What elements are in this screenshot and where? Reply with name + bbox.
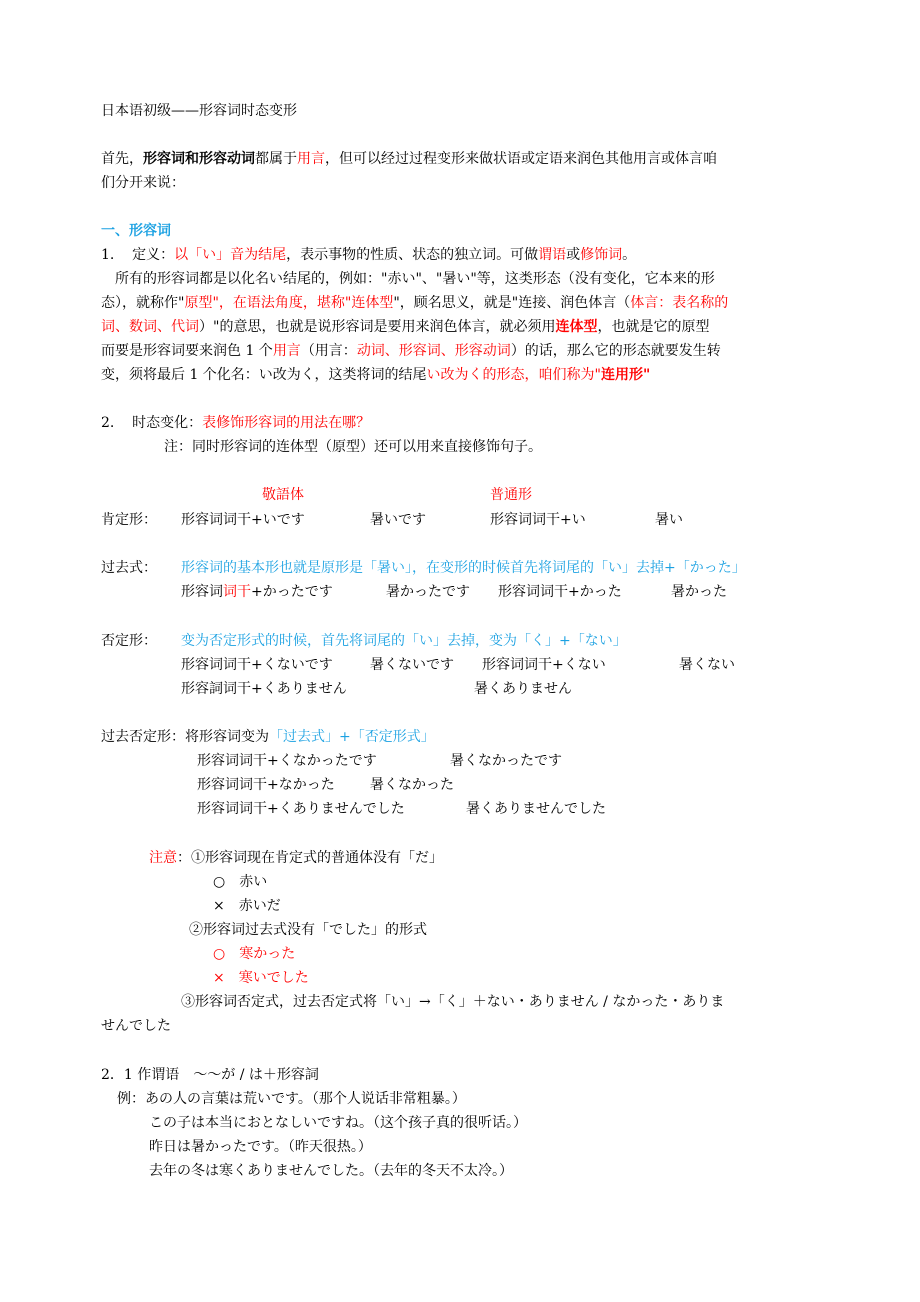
cell-text: 形容词 (181, 584, 223, 600)
definition-text: 或 (566, 247, 581, 263)
definition-red: 谓语 (538, 247, 567, 263)
caution-correct: ○ 寒かった (213, 946, 296, 962)
definition-label: 定义： (132, 247, 175, 263)
definition-red: 修饰词 (580, 247, 623, 263)
intro-line-2: 们分开来说： (101, 175, 185, 191)
row-label-affirmative: 肯定形： (101, 512, 157, 528)
intro-text: 都属于 (255, 151, 297, 167)
tense-label: 时态变化： (132, 415, 203, 431)
table-cell: 形容词词干+なかった (197, 777, 335, 793)
table-cell: 形容词词干+くないです (181, 657, 333, 673)
table-cell (181, 582, 333, 602)
table-cell: 暑い (655, 512, 683, 528)
paragraph-line (101, 317, 709, 337)
paragraph-line (101, 365, 650, 385)
para-text: ）"的意思，也就是说形容词是要用来润色体言，就必须用 (199, 319, 556, 335)
table-cell: 暑くありませんでした (466, 801, 606, 817)
example-line (117, 1089, 466, 1109)
table-cell: 形容词词干+くありませんでした (197, 801, 405, 817)
column-header-futsu: 普通形 (490, 487, 532, 503)
definition-text: 。 (622, 247, 637, 263)
past-description: 形容词的基本形也就是原形是「暑い」，在变形的时候首先将词尾的「い」去掉+「かった」 (181, 560, 746, 576)
tense-note: 注：同时形容词的连体型（原型）还可以用来直接修饰句子。 (164, 439, 542, 455)
section-heading-adjective: 一、形容词 (101, 223, 171, 239)
list-number: 2. (101, 415, 115, 431)
table-cell: 形容词词干+い (490, 512, 586, 528)
table-cell: 暑くありません (474, 681, 572, 697)
definition-text: ，表示事物的性质、状态的独立词。可做 (286, 247, 539, 263)
table-cell: 形容词词干+いです (181, 512, 305, 528)
para-red: 体言：表名称的 (630, 295, 729, 311)
example-label: 例： (117, 1091, 145, 1107)
caution-line-2: ②形容词过去式没有「でした」的形式 (189, 922, 427, 938)
intro-red-term: 用言 (297, 151, 325, 167)
cell-text: +かったです (251, 584, 333, 600)
para-text: 态），就称作" (101, 295, 185, 311)
table-cell: 形容词词干+くない (482, 657, 606, 673)
para-text: （用言： (300, 343, 357, 359)
example-sentence: 去年の冬は寒くありませんでした。（去年的冬天不太冷。） (149, 1163, 513, 1179)
page-title: 日本语初级——形容词时态变形 (101, 103, 297, 119)
paragraph-line (101, 341, 721, 361)
table-cell: 暑かったです (386, 584, 470, 600)
caution-wrong: × 寒いでした (213, 970, 309, 986)
para-text: "，顾名思义，就是"连接、润色体言（ (393, 295, 631, 311)
para-red: 动词、形容词、形容动词 (356, 343, 511, 359)
definition-line (101, 245, 636, 265)
caution-text: ：①形容词现在肯定式的普通体没有「だ」 (177, 850, 443, 866)
cell-red: 词干 (223, 584, 251, 600)
para-text: 变，须将最后 1 个化名：い改为く，这类将词的结尾 (101, 367, 427, 383)
para-red: 词、数词、代词 (101, 319, 199, 335)
para-red: 用言 (272, 343, 301, 359)
caution-line-1 (149, 848, 443, 868)
intro-line-1 (101, 149, 717, 169)
caution-correct: ○ 赤い (213, 874, 268, 890)
definition-red: 以「い」音为结尾 (174, 247, 287, 263)
caution-wrong: × 赤いだ (213, 898, 281, 914)
tense-question: 表修饰形容词的用法在哪？ (202, 415, 371, 431)
list-number: 1. (101, 247, 115, 263)
table-cell: 暑いです (370, 512, 426, 528)
caution-line-3: ③形容词否定式，过去否定式将「い」→「く」＋ない・ありません / なかった・ありま (181, 994, 725, 1010)
negative-description: 变为否定形式的时候，首先将词尾的「い」去掉，变为「く」+「ない」 (181, 633, 627, 649)
table-cell: 形容词词干+かった (498, 584, 622, 600)
table-cell: 形容詞词干+くありません (181, 681, 347, 697)
row-label-past: 过去式： (101, 560, 157, 576)
para-red-bold: 连用形" (600, 367, 651, 383)
para-red: 原型"，在语法角度，堪称"连体型 (184, 295, 394, 311)
row-label-past-negative: 过去否定形：将形容词变为 (101, 729, 269, 745)
intro-text: 首先， (101, 151, 143, 167)
example-sentence: 昨日は暑かったです。（昨天很热。） (149, 1139, 372, 1155)
row-label-negative: 否定形： (101, 633, 157, 649)
intro-bold-term: 形容词和形容动词 (143, 151, 255, 167)
para-red-bold: 连体型 (555, 319, 598, 335)
paragraph-line (101, 293, 728, 313)
past-negative-line (101, 727, 435, 747)
para-text: 而要是形容词要来润色 1 个 (101, 343, 273, 359)
paragraph-line: 所有的形容词都是以化名い结尾的，例如："赤い"、"暑い"等，这类形态（没有变化，它本来的形 (115, 271, 715, 287)
predicate-heading: 2．1 作谓语 ～～が / は＋形容詞 (101, 1067, 319, 1083)
column-header-keigo: 敬語体 (262, 487, 304, 503)
tense-heading (101, 413, 370, 433)
example-sentence: この子は本当におとなしいですね。（这个孩子真的很听话。） (149, 1115, 527, 1131)
table-cell: 形容词词干+くなかったです (197, 753, 377, 769)
table-cell: 暑くないです (370, 657, 454, 673)
para-text: ，也就是它的原型 (597, 319, 710, 335)
table-cell: 暑かった (671, 584, 727, 600)
table-cell: 暑くなかった (370, 777, 454, 793)
intro-text: ，但可以经过过程变形来做状语或定语来润色其他用言或体言咱 (325, 151, 717, 167)
table-cell: 暑くなかったです (450, 753, 562, 769)
para-red: い改为く的形态，咱们称为" (426, 367, 601, 383)
table-cell: 暑くない (679, 657, 735, 673)
caution-label: 注意 (149, 850, 177, 866)
past-negative-description: 「过去式」+「否定形式」 (269, 729, 435, 745)
example-sentence: あの人の言葉は荒いです。（那个人说话非常粗暴。） (145, 1091, 466, 1107)
caution-line-3-cont: せんでした (101, 1018, 171, 1034)
para-text: ）的话，那么它的形态就要发生转 (510, 343, 721, 359)
